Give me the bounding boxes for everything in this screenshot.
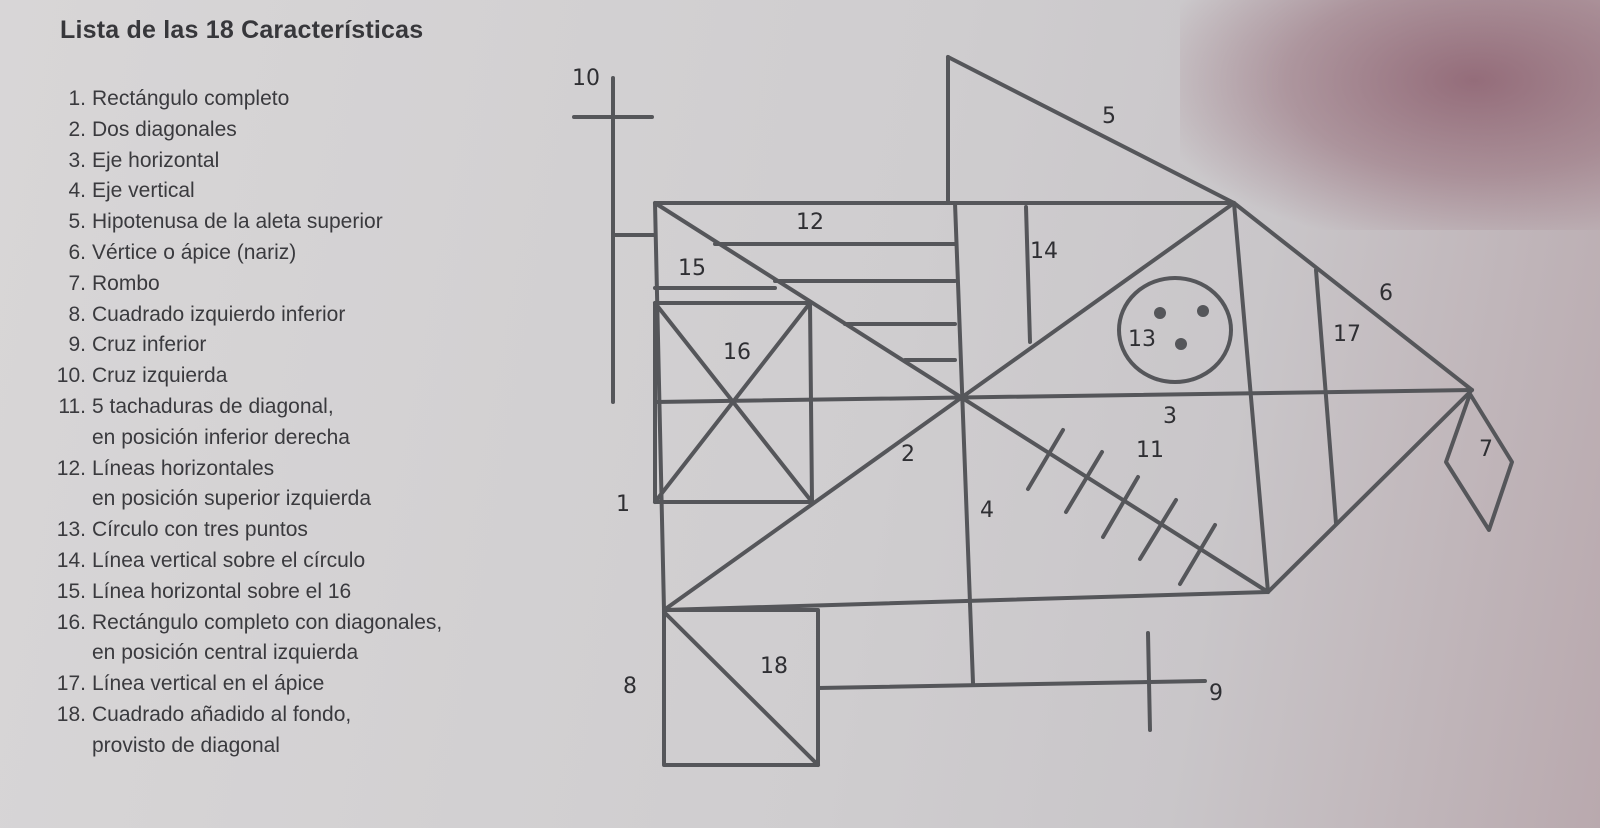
item-number: 16. [56, 610, 86, 634]
label-3: 3 [1163, 404, 1177, 429]
upper-fin-hypotenuse [948, 57, 1234, 203]
lower-cross-vertical [1148, 633, 1150, 730]
vertical-axis [955, 203, 973, 683]
item-text: Rectángulo completo [92, 87, 290, 110]
item-number: 11. [58, 394, 86, 418]
item-text: Rombo [92, 271, 160, 295]
item-text: Cruz izquierda [92, 364, 228, 388]
item-text: Línea vertical sobre el círculo [92, 548, 366, 572]
apex-vertical-line [1316, 270, 1336, 523]
item-number: 10. [56, 364, 86, 388]
item-number: 13. [56, 518, 86, 542]
label-18: 18 [760, 654, 788, 679]
item-text: Cuadrado izquierdo inferior [92, 302, 346, 326]
item-text: en posición central izquierda [92, 641, 359, 665]
label-13: 13 [1128, 327, 1156, 352]
label-17: 17 [1333, 322, 1361, 347]
item-number: 15. [56, 579, 86, 603]
item-number: 6. [68, 240, 86, 264]
square-diagonal [664, 612, 818, 765]
item-text: Dos diagonales [92, 117, 237, 141]
horizontal-axis [655, 390, 1472, 402]
apex-upper-edge [1234, 203, 1472, 390]
label-1: 1 [616, 492, 630, 517]
item-number: 9. [68, 333, 86, 357]
circle-dot [1197, 305, 1209, 317]
item-text: Hipotenusa de la aleta superior [92, 210, 383, 234]
label-16: 16 [723, 340, 751, 365]
item-text: Eje vertical [92, 179, 195, 203]
label-4: 4 [980, 498, 994, 523]
label-6: 6 [1379, 281, 1393, 306]
item-number: 1. [68, 87, 86, 110]
label-14: 14 [1030, 239, 1058, 264]
rhombus [1446, 394, 1512, 530]
item-text: Líneas horizontales [92, 456, 275, 480]
list-heading: Lista de las 18 Características [60, 16, 424, 44]
item-text: Cruz inferior [92, 333, 207, 357]
circle-dot [1175, 338, 1187, 350]
circle-dots [1154, 305, 1209, 350]
item-number: 4. [68, 179, 86, 203]
label-2: 2 [901, 442, 915, 467]
item-text: Vértice o ápice (nariz) [92, 240, 297, 264]
label-7: 7 [1479, 437, 1493, 462]
item-number: 7. [68, 271, 86, 295]
label-11: 11 [1136, 438, 1164, 463]
item-number: 12. [56, 456, 86, 480]
item-number: 17. [56, 672, 86, 696]
item-number: 2. [68, 117, 86, 141]
item-text: Cuadrado añadido al fondo, [92, 702, 352, 726]
item-text: en posición superior izquierda [92, 487, 371, 511]
item-text: en posición inferior derecha [92, 425, 350, 449]
item-text: provisto de diagonal [92, 733, 280, 757]
item-number: 8. [68, 302, 86, 326]
vertical-line-over-circle [1026, 207, 1030, 342]
item-number: 3. [68, 148, 86, 172]
label-5: 5 [1102, 104, 1116, 129]
item-text: Círculo con tres puntos [92, 518, 308, 542]
item-text: Eje horizontal [92, 148, 220, 172]
label-9: 9 [1209, 681, 1223, 706]
item-text: 5 tachaduras de diagonal, [92, 394, 334, 418]
label-15: 15 [678, 256, 706, 281]
figure-lines [574, 57, 1512, 765]
circle-dot [1154, 307, 1166, 319]
label-10: 10 [572, 66, 600, 91]
item-text: Línea horizontal sobre el 16 [92, 579, 352, 603]
lower-cross-horizontal [818, 681, 1205, 688]
item-number: 5. [68, 210, 86, 234]
item-number: 14. [56, 548, 86, 572]
item-text: Rectángulo completo con diagonales, [92, 610, 443, 634]
item-number: 18. [56, 702, 86, 726]
item-text: Línea vertical en el ápice [92, 672, 325, 696]
label-8: 8 [623, 674, 637, 699]
apex-lower-edge [1268, 390, 1472, 592]
label-12: 12 [796, 210, 824, 235]
